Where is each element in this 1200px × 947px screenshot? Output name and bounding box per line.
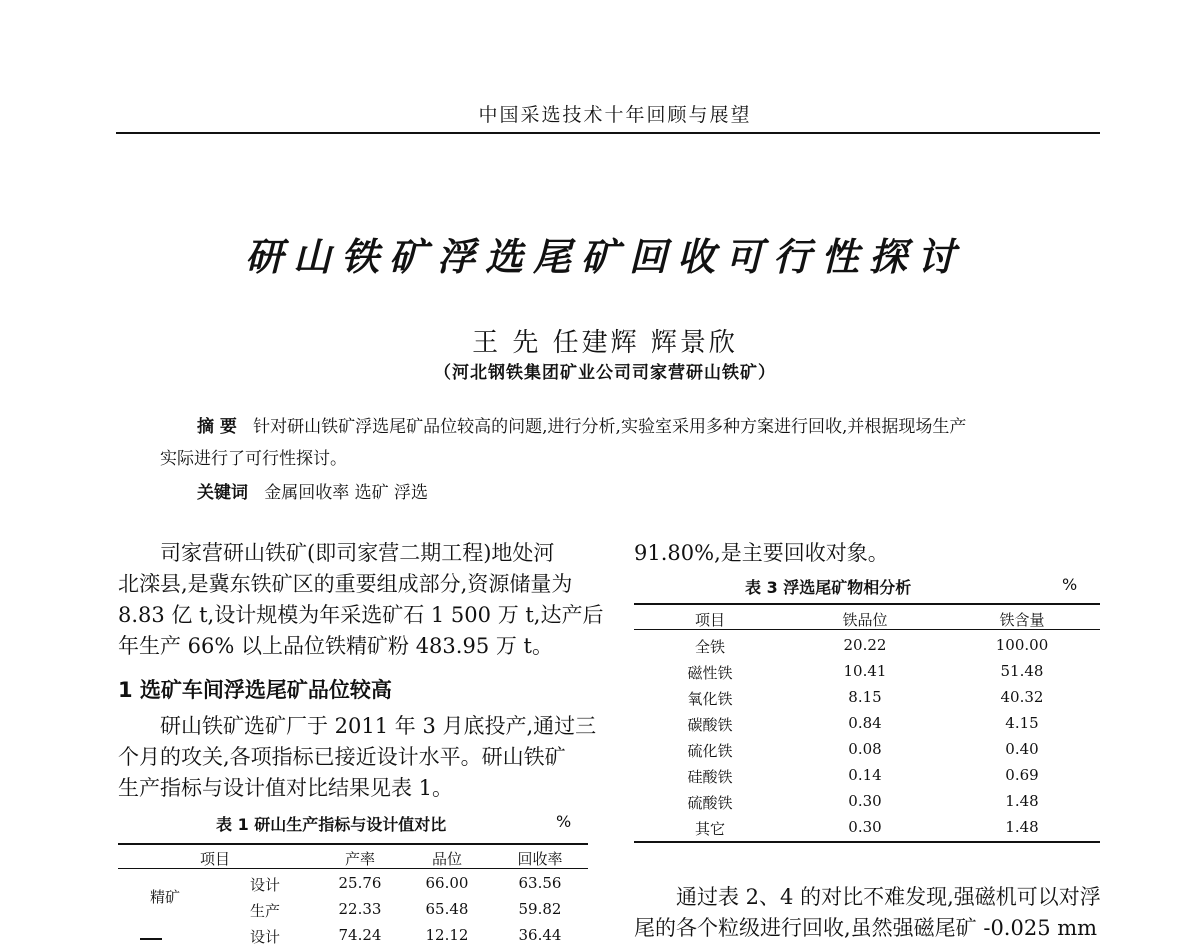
table1-unit: % [556, 812, 572, 831]
left-para-1-line-3: 8.83 亿 t,设计规模为年采选矿石 1 500 万 t,达产后 [118, 603, 604, 627]
paper-title: 研山铁矿浮选尾矿回收可行性探讨 [244, 234, 965, 279]
keywords-text: 金属回收率 选矿 浮选 [264, 483, 429, 503]
table3-r4-c3: 4.15 [1005, 714, 1039, 732]
left-para-2-line-3: 生产指标与设计值对比结果见表 1。 [118, 776, 454, 800]
left-para-1-line-4: 年生产 66% 以上品位铁精矿粉 483.95 万 t。 [118, 634, 553, 658]
table1-row-1-yield: 25.76 [338, 874, 382, 892]
table3-top-rule [634, 603, 1100, 605]
header-rule [116, 132, 1100, 134]
table3-r2-c3: 51.48 [1000, 662, 1044, 680]
keywords-label: 关键词 [197, 483, 248, 503]
table3-r3-c2: 8.15 [848, 688, 882, 706]
table1-header-rule [118, 868, 588, 869]
table1-row-3-recovery: 36.44 [518, 926, 562, 944]
table1-header-grade: 品位 [431, 850, 462, 868]
table3-r2-c2: 10.41 [843, 662, 887, 680]
table3-r7-c3: 1.48 [1005, 792, 1039, 810]
table1-row-2-grade: 65.48 [425, 900, 469, 918]
table3-r8-c1: 其它 [694, 820, 725, 838]
running-header: 中国采选技术十年回顾与展望 [478, 104, 752, 126]
table1-caption: 表 1 研山生产指标与设计值对比 [216, 815, 447, 834]
table3-r8-c3: 1.48 [1005, 818, 1039, 836]
table3-r5-c3: 0.40 [1005, 740, 1039, 758]
table3-unit: % [1062, 575, 1078, 594]
table1-row-2-sub: 生产 [249, 902, 280, 920]
table3-r1-c3: 100.00 [995, 636, 1049, 654]
table3-r5-c1: 硫化铁 [687, 742, 733, 760]
left-para-1-line-1: 司家营研山铁矿(即司家营二期工程)地处河 [160, 541, 555, 565]
table3-caption: 表 3 浮选尾矿物相分析 [745, 578, 912, 597]
table3-r6-c2: 0.14 [848, 766, 882, 784]
table1-top-rule [118, 843, 588, 845]
abstract-label: 摘 要 [197, 417, 237, 437]
table3-r1-c1: 全铁 [694, 638, 725, 656]
right-bottom-line-1: 通过表 2、4 的对比不难发现,强磁机可以对浮 [676, 885, 1101, 909]
table1-row-2-yield: 22.33 [338, 900, 382, 918]
table3-header-content: 铁含量 [999, 611, 1045, 629]
table3-r8-c2: 0.30 [848, 818, 882, 836]
table1-header-recovery: 回收率 [517, 850, 563, 868]
table1-row-1-sub: 设计 [249, 876, 280, 894]
abstract [197, 412, 966, 437]
table1-group-mark [140, 938, 162, 940]
table1-row-3-yield: 74.24 [338, 926, 382, 944]
table3-r4-c1: 碳酸铁 [687, 716, 733, 734]
table3-r7-c1: 硫酸铁 [687, 794, 733, 812]
table3-r4-c2: 0.84 [848, 714, 882, 732]
table1-row-2-recovery: 59.82 [518, 900, 562, 918]
abstract-line-2: 实际进行了可行性探讨。 [160, 449, 347, 469]
table3-bottom-rule [634, 841, 1100, 843]
table3-r2-c1: 磁性铁 [687, 664, 733, 682]
left-para-1-line-2: 北滦县,是冀东铁矿区的重要组成部分,资源储量为 [118, 572, 573, 596]
table3-header-rule [634, 629, 1100, 630]
table3-r3-c1: 氧化铁 [687, 690, 733, 708]
abstract-line-1: 针对研山铁矿浮选尾矿品位较高的问题,进行分析,实验室采用多种方案进行回收,并根据现场生产 [253, 417, 967, 437]
table1-row-1-recovery: 63.56 [518, 874, 562, 892]
left-para-2-line-1: 研山铁矿选矿厂于 2011 年 3 月底投产,通过三 [160, 714, 597, 738]
table3-r3-c3: 40.32 [1000, 688, 1044, 706]
left-para-2-line-2: 个月的攻关,各项指标已接近设计水平。研山铁矿 [118, 745, 566, 769]
table1-header-item: 项目 [199, 850, 230, 868]
section-heading-1: 1 选矿车间浮选尾矿品位较高 [118, 678, 392, 702]
table3-header-grade: 铁品位 [842, 611, 888, 629]
table3-r6-c3: 0.69 [1005, 766, 1039, 784]
table1-row-3-grade: 12.12 [425, 926, 469, 944]
table3-r7-c2: 0.30 [848, 792, 882, 810]
authors: 王 先 任建辉 辉景欣 [472, 328, 738, 358]
keywords [197, 478, 428, 503]
table3-r5-c2: 0.08 [848, 740, 882, 758]
table3-header-item: 项目 [694, 611, 725, 629]
right-top-line: 91.80%,是主要回收对象。 [634, 541, 889, 565]
table1-group-concentrate: 精矿 [149, 888, 180, 906]
table1-row-1-grade: 66.00 [425, 874, 469, 892]
right-bottom-line-2: 尾的各个粒级进行回收,虽然强磁尾矿 -0.025 mm [634, 916, 1098, 940]
table1-header-yield: 产率 [344, 850, 375, 868]
affiliation: （河北钢铁集团矿业公司司家营研山铁矿） [434, 363, 776, 383]
table3-r6-c1: 硅酸铁 [687, 768, 733, 786]
table1-row-3-sub: 设计 [249, 928, 280, 946]
table3-r1-c2: 20.22 [843, 636, 887, 654]
